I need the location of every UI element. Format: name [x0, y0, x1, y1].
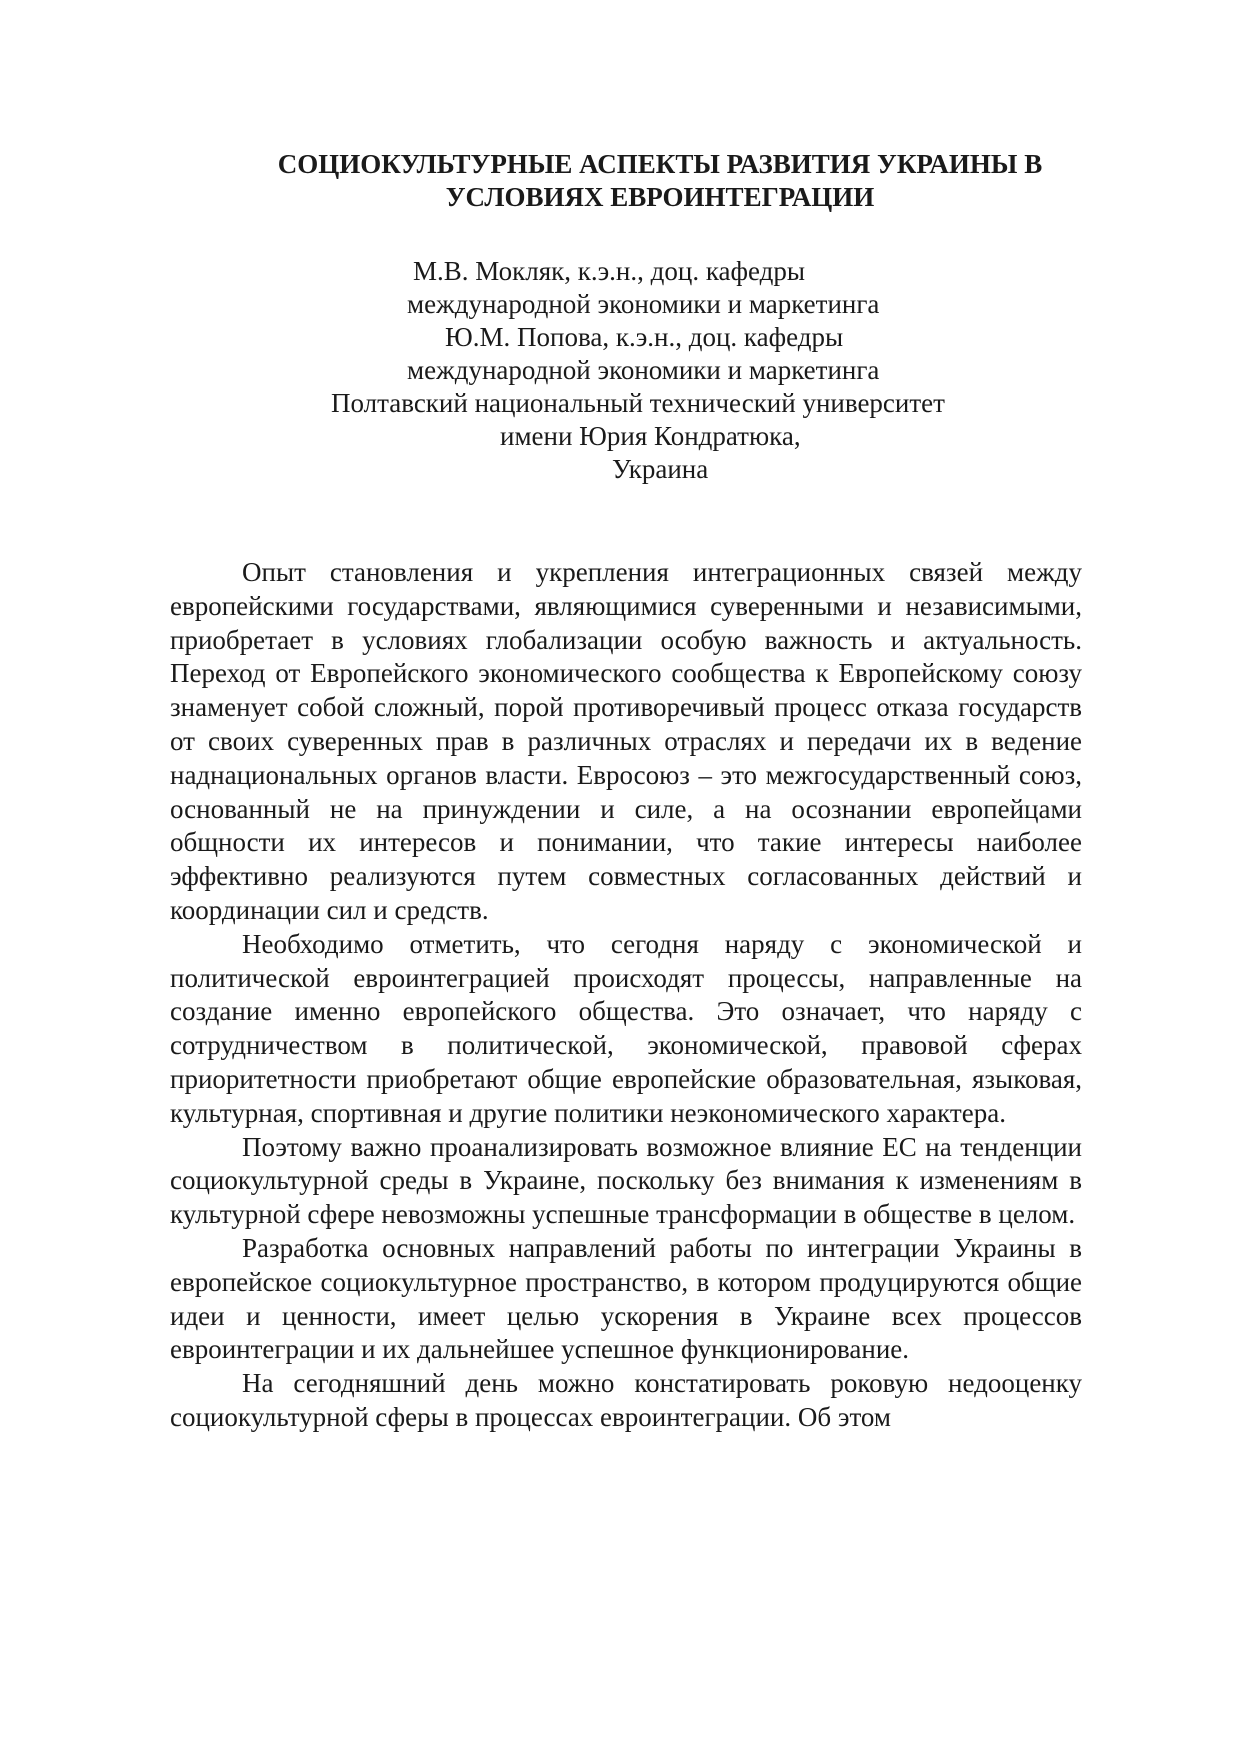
paragraph-1: Опыт становления и укрепления интеграционных связей между европейскими государствами, являющимися суверенными и независимыми, приобретает в условиях глобализации особую важность и актуальность. Переход от Европейского экономического сообщества к Европейскому союзу знаменует собой сложный, порой противоречивый процесс отказа государств от своих суверенных прав в различных отраслях и передачи их в ведение наднациональных органов власти. Евросоюз – это межгосударственный союз, основанный не на принуждении и силе, а на осознании европейцами общности их интересов и понимании, что такие интересы наиболее эффективно реализуются путем совместных согласованных действий и координации сил и средств. — [170, 557, 1082, 925]
affiliation-country: Украина — [612, 454, 709, 484]
affiliation-university: Полтавский национальный технический университет — [331, 388, 945, 418]
paragraph-2: Необходимо отметить, что сегодня наряду с экономической и политической евроинтеграцией происходят процессы, направленные на создание именно европейского общества. Это означает, что наряду с сотрудничеством в политической, экономической, правовой сферах приоритетности приобретают общие европейские образовательная, языковая, культурная, спортивная и другие политики неэкономического характера. — [170, 928, 1082, 1128]
article-title-line-2: УСЛОВИЯХ ЕВРОИНТЕГРАЦИИ — [445, 182, 875, 212]
article-title — [170, 148, 1150, 214]
affiliation-named-after: имени Юрия Кондратюка, — [500, 421, 801, 451]
author-1-department: международной экономики и маркетинга — [407, 289, 880, 319]
author-2-department: международной экономики и маркетинга — [407, 355, 880, 385]
author-1-name: М.В. Мокляк, к.э.н., доц. кафедры — [413, 256, 806, 286]
paragraph-4: Разработка основных направлений работы по интеграции Украины в европейское социокультурное пространство, в котором продуцируются общие идеи и ценности, имеет целью ускорения в Украине всех процессов евроинтеграции и их дальнейшее успешное функционирование. — [170, 1232, 1082, 1365]
paragraph-3: Поэтому важно проанализировать возможное влияние ЕС на тенденции социокультурной среды в Украине, поскольку без внимания к изменениям в культурной сфере невозможны успешные трансформации в обществе в целом. — [170, 1131, 1082, 1230]
author-2-name: Ю.М. Попова, к.э.н., доц. кафедры — [445, 322, 844, 352]
paragraph-5: На сегодняшний день можно констатировать роковую недооценку социокультурной сферы в процессах евроинтеграции. Об этом — [170, 1368, 1082, 1432]
article-body — [170, 556, 1082, 1435]
article-title-line-1: СОЦИОКУЛЬТУРНЫЕ АСПЕКТЫ РАЗВИТИЯ УКРАИНЫ В — [277, 149, 1043, 179]
author-block — [170, 255, 1150, 486]
